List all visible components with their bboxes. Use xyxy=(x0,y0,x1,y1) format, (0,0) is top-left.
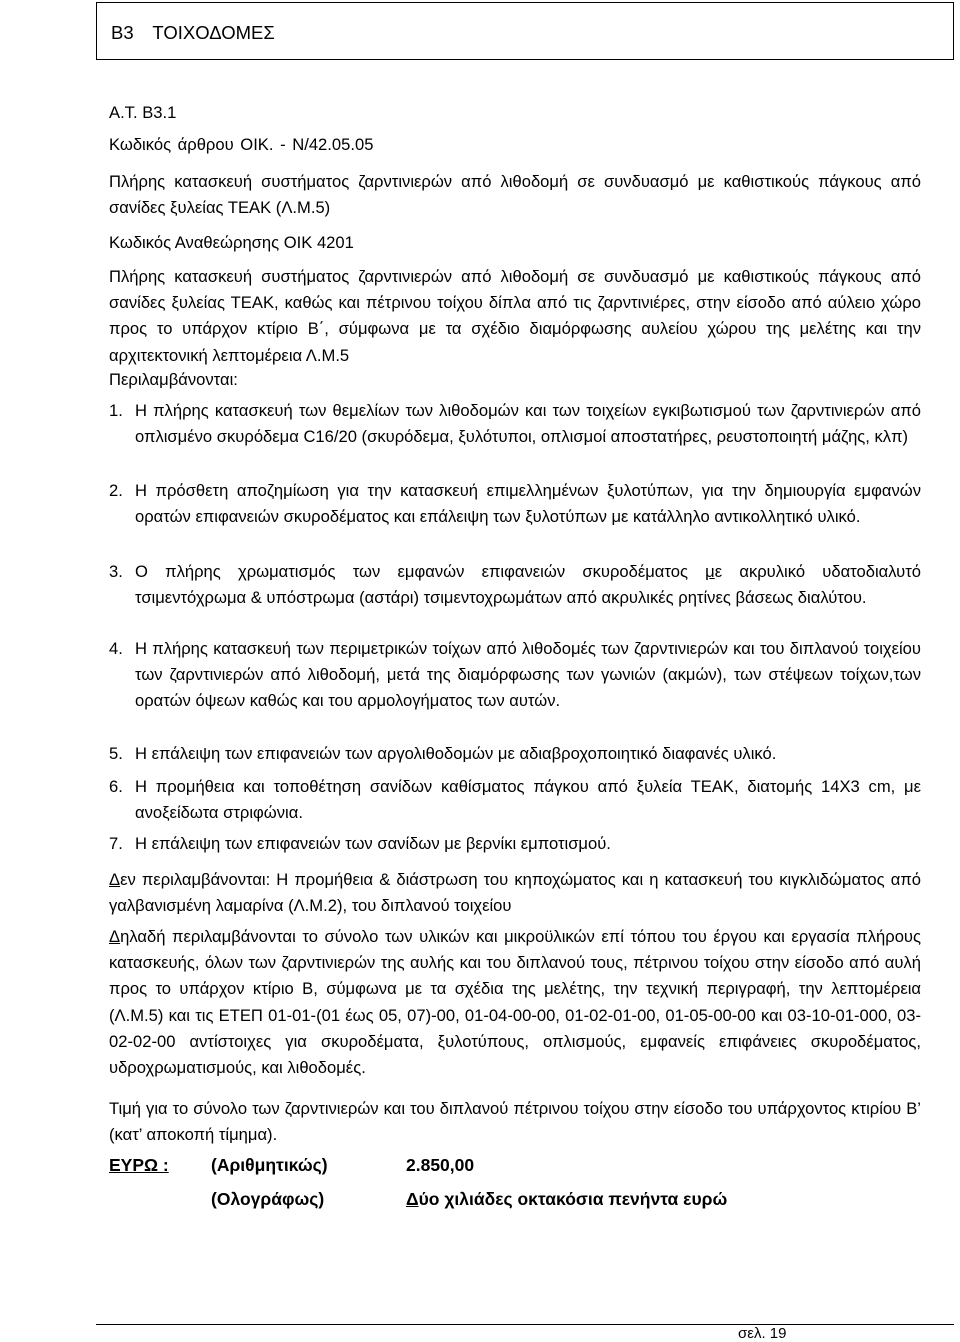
included-label: Περιλαμβάνονται: xyxy=(109,370,238,389)
section-header-box xyxy=(96,2,954,60)
price-numeric-row xyxy=(109,1152,475,1178)
page-number: σελ. 19 xyxy=(738,1325,787,1342)
words-value: Δύο χιλιάδες οκτακόσια πενήντα ευρώ xyxy=(406,1189,728,1209)
numeric-value: 2.850,00 xyxy=(406,1155,475,1175)
numeric-label: (Αριθμητικώς) xyxy=(211,1155,328,1175)
item-text: Η πλήρης κατασκευή των θεμελίων των λιθοδομών και των τοιχείων εγκιβωτισμού των ζαρντινιερών από οπλισμένο σκυρόδεμα C16/20 (σκυρόδεμα, ξυλότυποι, οπλισμοί αποστατήρες, ρευστοποιητή μάζης, κλπ) xyxy=(135,401,921,447)
item-number: 7. xyxy=(109,834,123,853)
article-heading: Πλήρης κατασκευή συστήματος ζαρντινιερών από λιθοδομή σε συνδυασμό με καθιστικούς πάγκους από σανίδες ξυλείας ΤΕΑΚ (Λ.Μ.5) xyxy=(109,172,921,218)
included-item-6 xyxy=(109,774,921,826)
article-code: Κωδικός άρθρου ΟΙΚ. - Ν/42.05.05 xyxy=(109,135,374,154)
item-number: 3. xyxy=(109,562,123,581)
item-number: 4. xyxy=(109,639,123,658)
item-text: Η πρόσθετη αποζημίωση για την κατασκευή επιμελλημένων ξυλοτύπων, για την δημιουργία εμφανών ορατών επιφανειών σκυροδέματος και επάλειψη των ξυλοτύπων με κατάλληλο αντικολλητικό υλικό. xyxy=(135,481,921,527)
included-item-7 xyxy=(109,831,921,857)
words-label: (Ολογράφως) xyxy=(211,1189,325,1209)
item-number: 2. xyxy=(109,481,123,500)
item-number: 5. xyxy=(109,744,123,763)
included-item-5 xyxy=(109,741,921,767)
price-words-row xyxy=(211,1186,728,1212)
footer-divider xyxy=(96,1324,954,1325)
section-title: Β3 ΤΟΙΧΟΔΟΜΕΣ xyxy=(111,22,275,43)
item-text: Η επάλειψη των επιφανειών των σανίδων με βερνίκι εμποτισμού. xyxy=(135,834,611,853)
article-description: Πλήρης κατασκευή συστήματος ζαρντινιερών από λιθοδομή σε συνδυασμό με καθιστικούς πάγκους από σανίδες ξυλείας ΤΕΑΚ, καθώς και πέτρινου τοίχου δίπλα από τις ζαρντινιέρες, στην είσοδο από αύλειο χώρο προς το υπάρχον κτίριο Β΄, σύμφωνα με τα σχέδιο διαμόρφωσης αυλείου χώρου της μελέτης και την αρχιτεκτονική λεπτομέρεια Λ.Μ.5 xyxy=(109,267,921,365)
included-item-2 xyxy=(109,478,921,530)
item-number: 6. xyxy=(109,777,123,796)
included-item-4 xyxy=(109,636,921,715)
clarification-paragraph: Δηλαδή περιλαμβάνονται το σύνολο των υλικών και μικροϋλικών επί τόπου του έργου και εργασία πλήρους κατασκευής, όλων των ζαρντινιερών της αυλής και του διπλανού τους, πέτρινου τοίχου στην είσοδο από αυλή προς το υπάρχον κτίριο Β, σύμφωνα με τα σχέδια της μελέτης, την τεχνική περιγραφή, την λεπτομέρεια (Λ.Μ.5) και τις ΕΤΕΠ 01-01-(01 έως 05, 07)-00, 01-04-00-00, 01-02-01-00, 01-05-00-00 και 03-10-01-000, 03-02-02-00 αντίστοιχες για σκυροδέματα, ξυλοτύπους, οπλισμούς, εμφανείς επιφάνειες σκυροδέματος, υδροχρωματισμούς, και λιθοδομές. xyxy=(109,927,921,1078)
price-description: Τιμή για το σύνολο των ζαρντινιερών και του διπλανού πέτρινου τοίχου στην είσοδο του υπάρχοντος κτιρίου Β’ (κατ’ αποκοπή τίμημα). xyxy=(109,1099,921,1145)
item-text: Η πλήρης κατασκευή των περιμετρικών τοίχων από λιθοδομές των ζαρντινιερών και του διπλανού τοιχείου των ζαρντινιερών από λιθοδομή, μετά της διαμόρφωσης των γωνιών (ακμών), των στέψεων τοίχων,των ορατών όψεων καθώς και του αρμολογήματος των αυτών. xyxy=(135,639,921,711)
item-number: 1. xyxy=(109,401,123,420)
revision-code: Κωδικός Αναθεώρησης ΟΙΚ 4201 xyxy=(109,233,354,252)
not-included-paragraph: Δεν περιλαμβάνονται: Η προμήθεια & διάστρωση του κηποχώματος και η κατασκευή του κιγκλιδώματος από γαλβανισμένη λαμαρίνα (Λ.Μ.2), του διπλανού τοιχείου xyxy=(109,870,921,916)
article-at: Α.Τ. Β3.1 xyxy=(109,103,177,122)
item-text: Ο πλήρης χρωματισμός των εμφανών επιφανειών σκυροδέματος με ακρυλικό υδατοδιαλυτό τσιμεντόχρωμα & υπόστρωμα (αστάρι) τσιμεντοχρωμάτων από ακρυλικές ρητίνες βάσεως διαλύτου. xyxy=(135,562,922,608)
included-item-3 xyxy=(109,559,921,611)
item-text: Η επάλειψη των επιφανειών των αργολιθοδομών με αδιαβροχοποιητικό διαφανές υλικό. xyxy=(135,744,777,763)
included-item-1 xyxy=(109,398,921,450)
item-text: Η προμήθεια και τοποθέτηση σανίδων καθίσματος πάγκου από ξυλεία ΤΕΑΚ, διατομής 14Χ3 cm, με ανοξείδωτα στριφώνια. xyxy=(135,777,921,823)
currency-label: ΕΥΡΩ : xyxy=(109,1155,169,1175)
